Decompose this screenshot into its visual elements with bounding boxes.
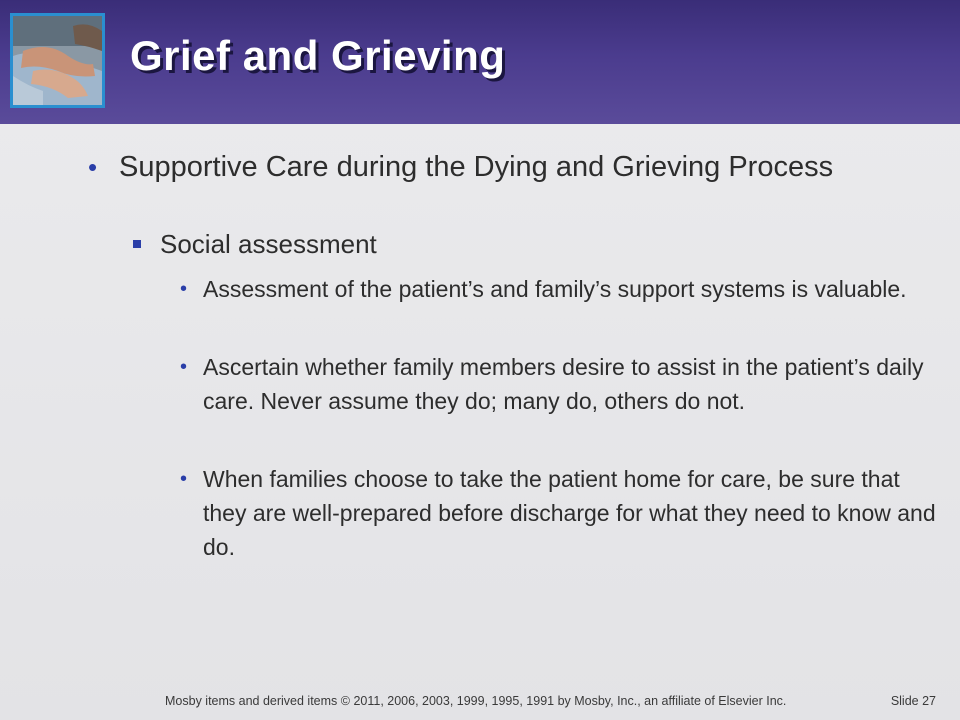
detail-bullet: Ascertain whether family members desire to assist in the patient’s daily care. Never assume they do; many do, others do not. <box>203 354 924 414</box>
bullet-icon: • <box>180 468 188 490</box>
detail-bullet: When families choose to take the patient home for care, be sure that they are well-prepared before discharge for what they need to know and do. <box>203 466 936 560</box>
slide-number: Slide 27 <box>890 694 936 708</box>
title-banner <box>0 0 960 124</box>
header-photo <box>10 13 105 108</box>
main-bullet: Supportive Care during the Dying and Grieving Process <box>119 151 834 183</box>
detail-bullet: Assessment of the patient’s and family’s support systems is valuable. <box>203 276 907 302</box>
square-bullet-icon <box>133 240 141 248</box>
bullet-icon: • <box>88 152 98 182</box>
sub-bullet: Social assessment <box>160 229 377 259</box>
bullet-icon: • <box>180 356 188 378</box>
bullet-icon: • <box>180 278 188 300</box>
copyright-footer: Mosby items and derived items © 2011, 2006, 2003, 1999, 1995, 1991 by Mosby, Inc., an affiliate of Elsevier Inc. <box>165 694 787 708</box>
slide-title: Grief and Grieving <box>130 32 506 79</box>
